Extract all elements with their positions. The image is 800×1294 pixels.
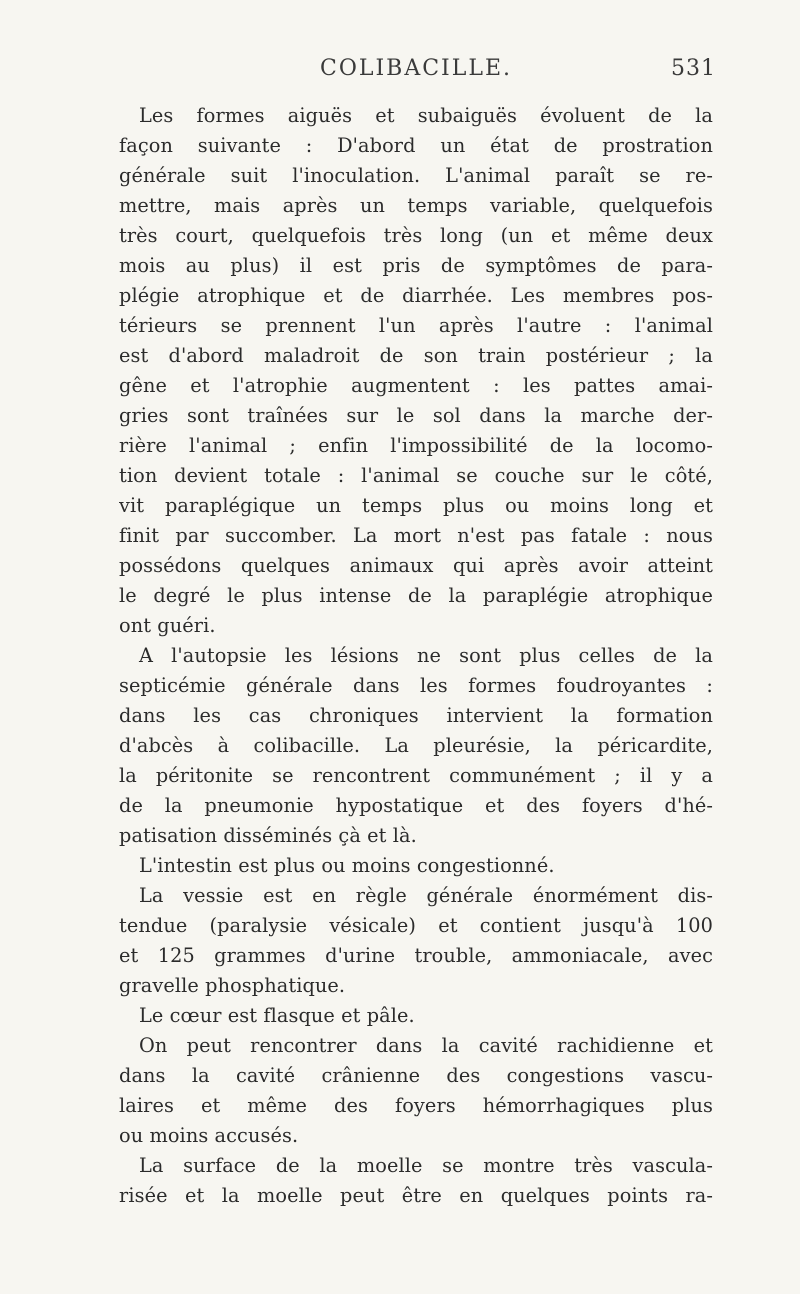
text-line: tion devient totale : l'animal se couche sur le côté,: [119, 464, 713, 487]
text-line: ou moins accusés.: [119, 1124, 299, 1147]
running-head: [116, 56, 716, 86]
text-line: générale suit l'inoculation. L'animal paraît se re-: [119, 164, 713, 187]
text-line: façon suivante : D'abord un état de prostration: [119, 134, 713, 157]
page-number: 531: [671, 56, 716, 81]
text-line: la péritonite se rencontrent communément ; il y a: [119, 764, 713, 787]
text-line: très court, quelquefois très long (un et même deux: [119, 224, 713, 247]
text-line: mettre, mais après un temps variable, quelquefois: [119, 194, 713, 217]
text-line: est d'abord maladroit de son train postérieur ; la: [119, 344, 713, 367]
text-line: gravelle phosphatique.: [119, 974, 346, 997]
text-line: rière l'animal ; enfin l'impossibilité de la locomo-: [119, 434, 713, 457]
text-line: dans la cavité crânienne des congestions vascu-: [119, 1064, 713, 1087]
text-line: risée et la moelle peut être en quelques points ra-: [119, 1184, 713, 1207]
text-line: A l'autopsie les lésions ne sont plus celles de la: [139, 644, 713, 667]
text-line: Les formes aiguës et subaiguës évoluent de la: [139, 104, 713, 127]
text-line: plégie atrophique et de diarrhée. Les membres pos-: [119, 284, 713, 307]
text-line: patisation disséminés çà et là.: [119, 824, 417, 847]
text-line: La vessie est en règle générale énormément dis-: [139, 884, 713, 907]
text-line: L'intestin est plus ou moins congestionné.: [139, 854, 555, 877]
text-line: ont guéri.: [119, 614, 216, 637]
text-line: mois au plus) il est pris de symptômes de para-: [119, 254, 713, 277]
text-line: térieurs se prennent l'un après l'autre : l'animal: [119, 314, 713, 337]
text-line: et 125 grammes d'urine trouble, ammoniacale, avec: [119, 944, 713, 967]
text-line: On peut rencontrer dans la cavité rachidienne et: [139, 1034, 713, 1057]
text-line: dans les cas chroniques intervient la formation: [119, 704, 713, 727]
text-line: La surface de la moelle se montre très vascula-: [139, 1154, 713, 1177]
text-line: vit paraplégique un temps plus ou moins long et: [119, 494, 713, 517]
text-line: Le cœur est flasque et pâle.: [139, 1004, 415, 1027]
text-line: d'abcès à colibacille. La pleurésie, la péricardite,: [119, 734, 713, 757]
body-text: [119, 101, 713, 1211]
text-line: gries sont traînées sur le sol dans la marche der-: [119, 404, 713, 427]
text-line: laires et même des foyers hémorrhagiques plus: [119, 1094, 713, 1117]
text-line: possédons quelques animaux qui après avoir atteint: [119, 554, 713, 577]
text-line: gêne et l'atrophie augmentent : les pattes amai-: [119, 374, 713, 397]
text-line: le degré le plus intense de la paraplégie atrophique: [119, 584, 713, 607]
text-line: finit par succomber. La mort n'est pas fatale : nous: [119, 524, 713, 547]
text-line: tendue (paralysie vésicale) et contient jusqu'à 100: [119, 914, 713, 937]
running-title: COLIBACILLE.: [319, 56, 513, 81]
text-line: de la pneumonie hypostatique et des foyers d'hé-: [119, 794, 713, 817]
text-line: septicémie générale dans les formes foudroyantes :: [119, 674, 713, 697]
